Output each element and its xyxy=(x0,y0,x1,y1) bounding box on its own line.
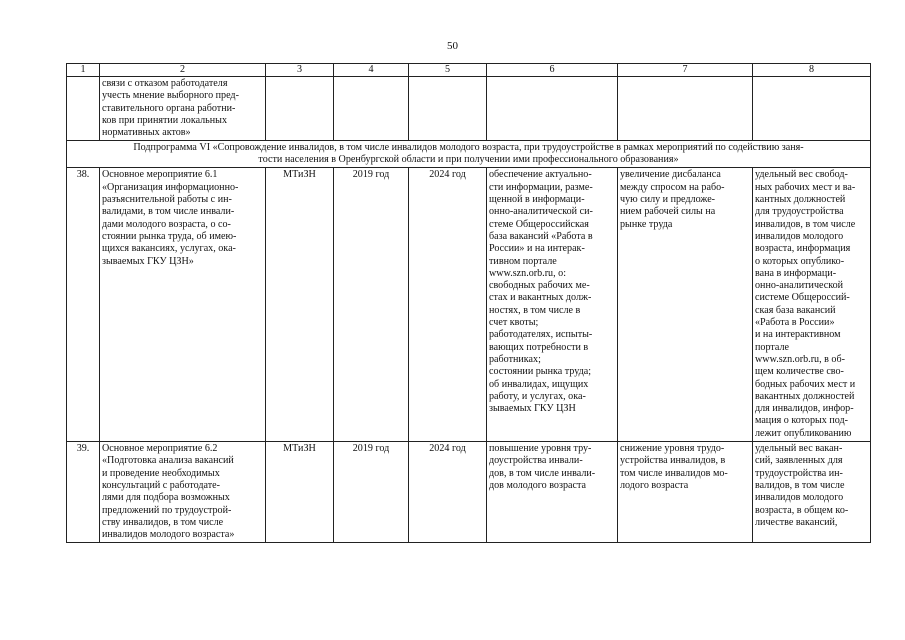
start-year-cell: 2019 год xyxy=(334,168,409,442)
indicator-cell: удельный вес свобод- ных рабочих мест и ва- кантных должностей для трудоустройства инвалидов, в том числе инвалидов молодого возраста, информация о которых опублико- вана в информаци- онно-аналитической системе Общероссий- ская база вакансий «Работа в России» и на интерактивном портале www.szn.orb.ru, в об- щем количестве сво- бодных рабочих мест и вакантных должностей для инвалидов, инфор- мация о которых под- лежит опубликованию xyxy=(753,168,871,442)
table-row xyxy=(67,168,871,442)
column-header-8: 8 xyxy=(753,64,871,77)
table-row xyxy=(67,442,871,543)
column-header-4: 4 xyxy=(334,64,409,77)
event-cell: Основное мероприятие 6.2 «Подготовка анализа вакансий и проведение необходимых консультаций с работодате- лями для подбора возможных предложений по трудоустрой- ству инвалидов, в том числе инвалидов молодого возраста» xyxy=(100,442,266,543)
expected-result-cell: повышение уровня тру- доустройства инвали- дов, в том числе инвали- дов молодого возраста xyxy=(487,442,618,543)
column-header-5: 5 xyxy=(409,64,487,77)
column-header-3: 3 xyxy=(266,64,334,77)
executor-cell: МТиЗН xyxy=(266,442,334,543)
start-year-cell: 2019 год xyxy=(334,442,409,543)
column-header-6: 6 xyxy=(487,64,618,77)
event-cell: Основное мероприятие 6.1 «Организация информационно- разъяснительной работы с ин- валидами, в том числе инвали- дами молодого возраста, о со- стоянии рынка труда, об имею- щихся вакансиях, услугах, ока- зываемых ГКУ ЦЗН» xyxy=(100,168,266,442)
page-number: 50 xyxy=(447,40,458,52)
end-year-cell: 2024 год xyxy=(409,442,487,543)
activities-table xyxy=(66,63,871,543)
column-header-2: 2 xyxy=(100,64,266,77)
continued-event-text: связи с отказом работодателя учесть мнение выборного пред- ставительного органа работни- ков при принятии локальных нормативных актов» xyxy=(100,77,266,141)
executor-cell: МТиЗН xyxy=(266,168,334,442)
continued-row xyxy=(67,77,871,141)
row-number: 38. xyxy=(67,168,100,442)
subprogram-title: Подпрограмма VI «Сопровождение инвалидов, в том числе инвалидов молодого возраста, при трудоустройстве в рамках мероприятий по содействию заня- тости населения в Оренбургской области и при получении ими профессионального образования» xyxy=(67,141,871,168)
subprogram-row xyxy=(67,141,871,168)
indicator-cell: удельный вес вакан- сий, заявленных для трудоустройства ин- валидов, в том числе инвалидов молодого возраста, в общем ко- личестве вакансий, xyxy=(753,442,871,543)
end-year-cell: 2024 год xyxy=(409,168,487,442)
column-header-1: 1 xyxy=(67,64,100,77)
column-header-7: 7 xyxy=(618,64,753,77)
consequence-cell: увеличение дисбаланса между спросом на рабо- чую силу и предложе- нием рабочей силы на рынке труда xyxy=(618,168,753,442)
expected-result-cell: обеспечение актуально- сти информации, разме- щенной в информаци- онно-аналитической си- стеме Общероссийская база вакансий «Работа в России» и на интерак- тивном портале www.szn.orb.ru, о: свободных рабочих ме- стах и вакантных долж- ностях, в том числе в счет квоты; работодателях, испыты- вающих потребности в работниках; состоянии рынка труда; об инвалидах, ищущих работу, и услугах, ока- зываемых ГКУ ЦЗН xyxy=(487,168,618,442)
row-number: 39. xyxy=(67,442,100,543)
column-number-row xyxy=(67,64,871,77)
consequence-cell: снижение уровня трудо- устройства инвалидов, в том числе инвалидов мо- лодого возраста xyxy=(618,442,753,543)
